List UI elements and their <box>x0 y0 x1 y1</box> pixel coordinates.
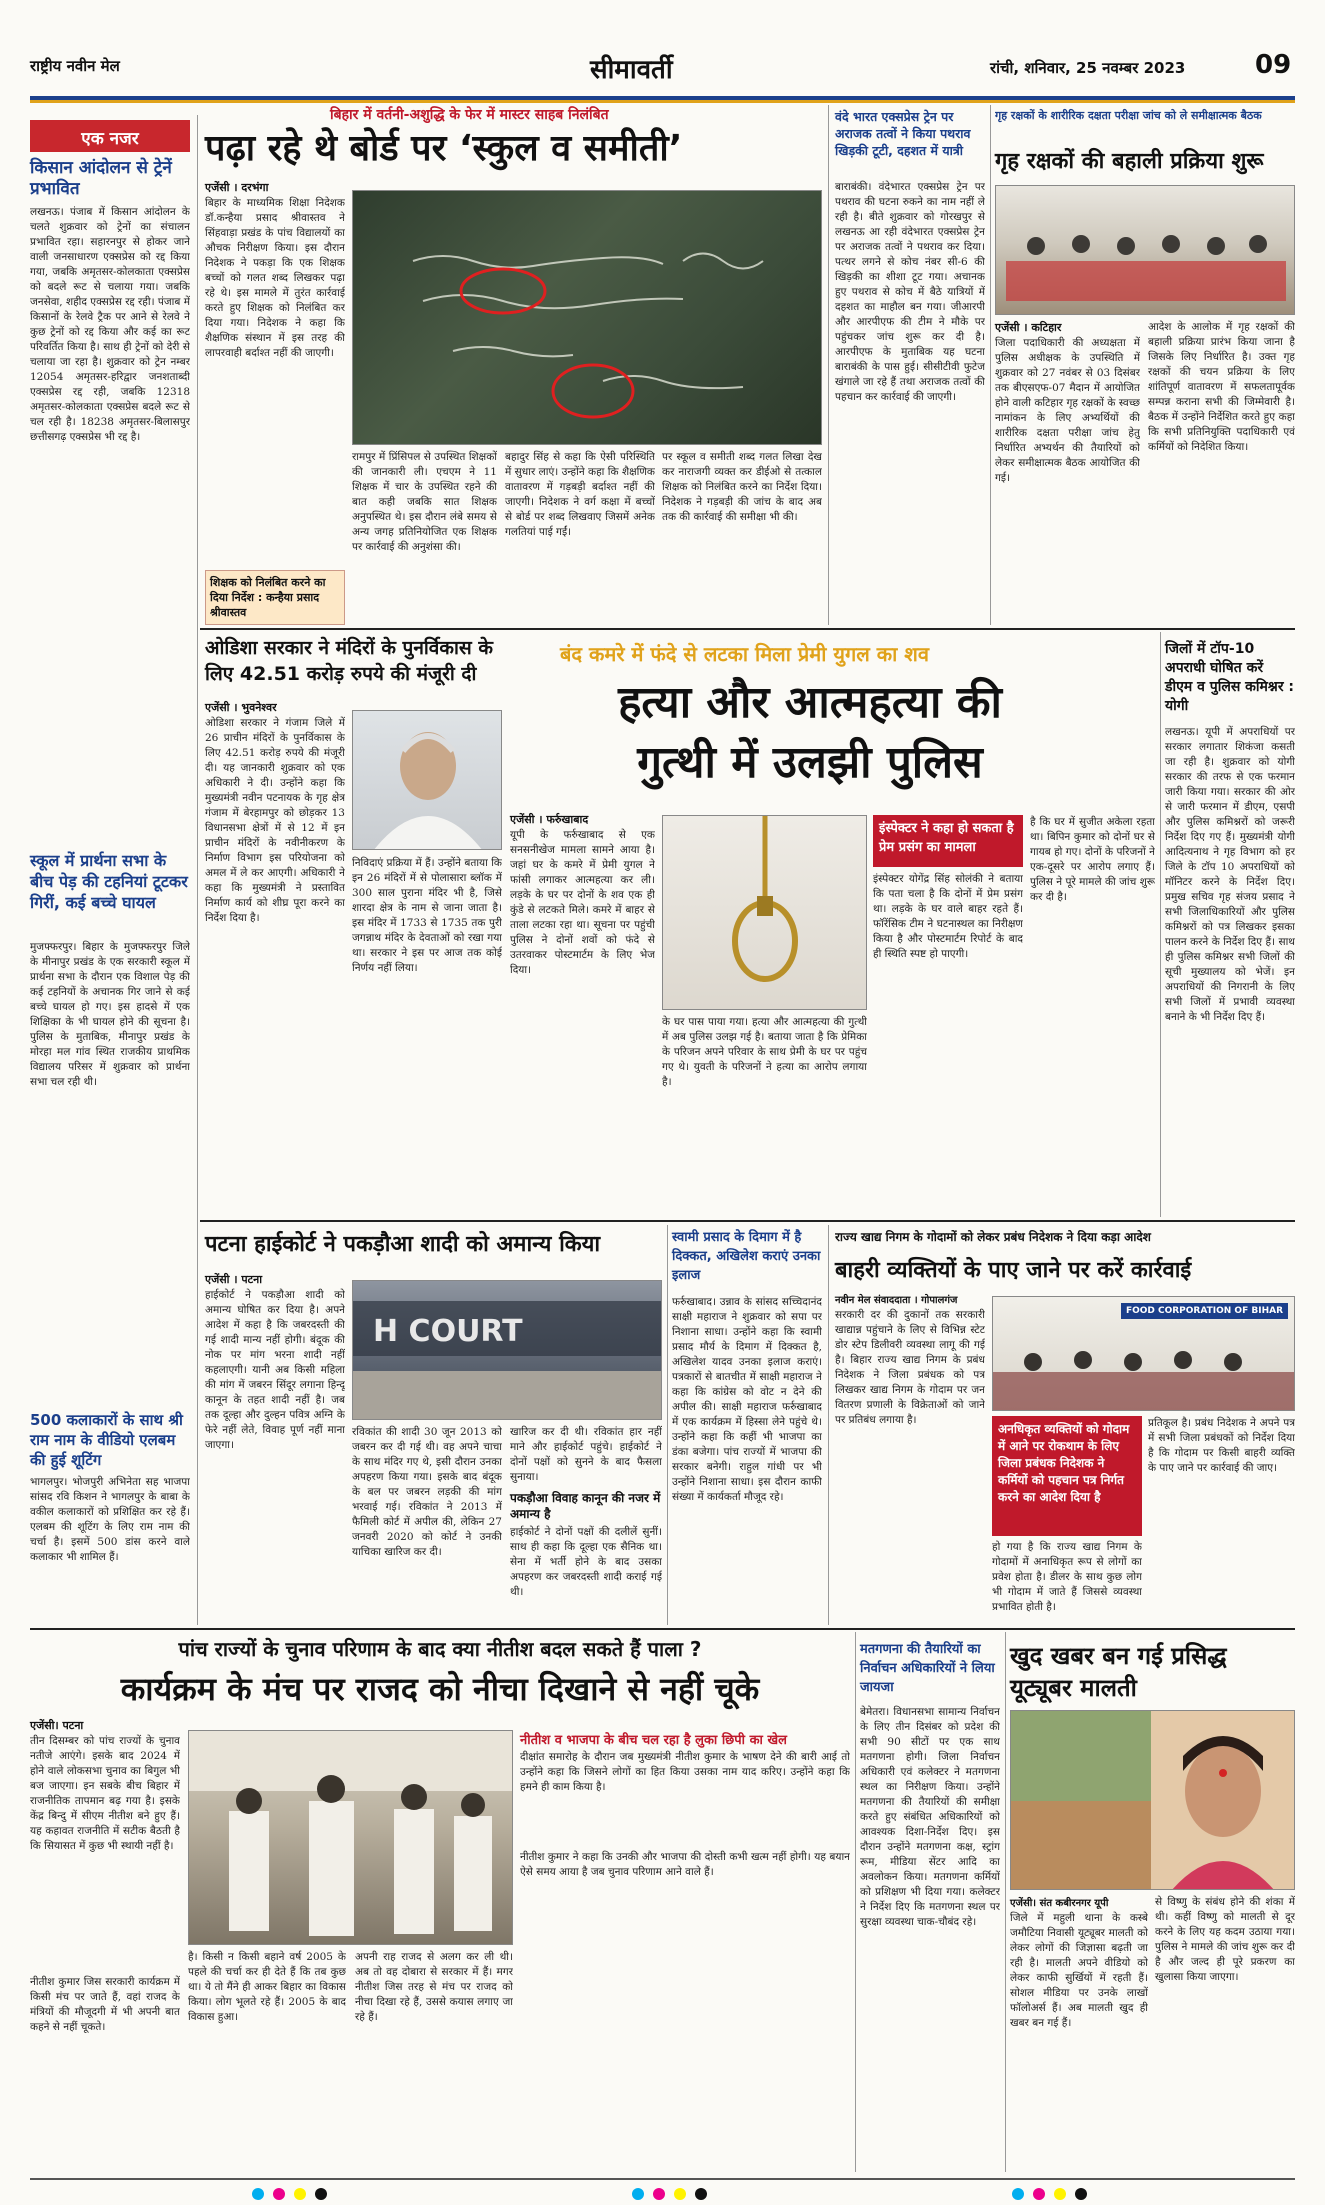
ek-nazar-label: एक नजर <box>30 120 190 152</box>
lovers-callout-text: इंस्पेक्टर ने कहा हो सकता है प्रेम प्रसंग का मामला <box>879 821 1014 855</box>
lead-info-box <box>205 570 345 625</box>
court-illustration <box>353 1281 662 1420</box>
lovers-col4: है कि घर में सुजीत अकेला रहता था। बिपिन कुमार को दोनों घर से गायब हो गए। दोनों के परिजनों ने एक-दूसरे पर आरोप लगाए हैं। पुलिस ने पूरे मामले की जांच शुरू कर दी है। <box>1030 816 1155 903</box>
food-banner-text: FOOD CORPORATION OF BIHAR <box>1121 1303 1288 1319</box>
swami-body: फर्रुखाबाद। उन्नाव के सांसद सच्चिदानंद साक्षी महाराज ने शुक्रवार को सपा पर निशाना साधा। उन्होंने कहा कि स्वामी प्रसाद मौर्य के दिमाग में दिक्कत है, अखिलेश यादव उनका इलाज कराएं। पत्रकारों से बातचीत में साक्षी महाराज ने कहा कि कांग्रेस को वोट न देने की अपील की। साक्षी महाराज फर्रुखाबाद में एक कार्यक्रम में हिस्सा लेने पहुंचे थे। उन्होंने कहा कि कहीं भी भाजपा का डंका बजेगा। पांच राज्यों में भाजपा की सरकार बनेगी। राहुल गांधी पर भी उन्होंने निशाना साधा। इस दौरान काफी संख्या में कार्यकर्ता मौजूद रहे। <box>672 1296 822 1503</box>
vande-headline: वंदे भारत एक्सप्रेस ट्रेन पर अराजक तत्वों ने किया पथराव खिड़की टूटी, दहशत में यात्री <box>835 109 971 158</box>
odisha-cm-portrait <box>352 710 502 850</box>
noose-illustration <box>663 816 867 1010</box>
yellow-dot <box>294 2188 306 2200</box>
blackboard-chalk-illustration <box>353 191 822 445</box>
lead-col2: रामपुर में प्रिंसिपल से उपस्थित शिक्षकों की जानकारी ली। एचएम ने 11 शिक्षक में चार के उपस्थित रहने की बात कही जबकि सात शिक्षक अनुपस्थित थे। इस दौरान लंबे समय से अन्य जगह प्रतिनियोजित एक शिक्षक पर कार्रवाई की अनुशंसा की। <box>352 451 497 553</box>
noose-photo <box>662 815 867 1010</box>
food-headline: बाहरी व्यक्तियों के पाए जाने पर करें कार्रवाई <box>835 1258 1192 1283</box>
food-callout <box>992 1416 1142 1536</box>
top10-body: लखनऊ। यूपी में अपराधियों पर सरकार लगातार शिकंजा कसती जा रही है। शुक्रवार को योगी सरकार की तरफ से एक फरमान जारी किया गया। सरकार की ओर से जारी फरमान में डीएम, एसपी और पुलिस कमिश्नरों को जरूरी निर्देश दिए गए हैं। मुख्यमंत्री योगी आदित्यनाथ ने गृह विभाग को हर जिले के टॉप 10 अपराधियों को मॉनिटर करने के निर्देश दिए। प्रमुख सचिव गृह संजय प्रसाद ने सभी जिलाधिकारियों और पुलिस कमिश्नरों को पत्र लिखकर इसका पालन करने के निर्देश दिए हैं। साथ ही पुलिस कमिश्नर सभी जिलों की सूची मुख्यालय को भेजें। इन अपराधियों की निगरानी के लिए सभी जिलों में प्रभावी व्यवस्था बनाने के भी निर्देश दिए हैं। <box>1165 726 1295 1023</box>
vande-body: बाराबंकी। वंदेभारत एक्सप्रेस ट्रेन पर पथराव की घटना रुकने का नाम नहीं ले रही है। बीते शुक्रवार को गोरखपुर से लखनऊ आ रही वंदेभारत एक्सप्रेस ट्रेन पर अराजक तत्वों ने पथराव कर दिया। पत्थर लगने से कोच नंबर सी-6 की खिड़की का शीशा टूट गया। अचानक हुए पथराव से कोच में बैठे यात्रियों में दहशत का माहौल बन गया। जीआरपी और आरपीएफ की टीम ने मौके पर पहुंचकर जांच शुरू कर दी है। आरपीएफ के मुताबिक यह घटना बाराबंकी के पास हुई। सीसीटीवी फुटेज खंगाले जा रहे हैं तथा अराजक तत्वों की पहचान कर कार्रवाई की जाएगी। <box>835 181 985 403</box>
page-number: 09 <box>1255 50 1292 80</box>
rjd-col5: नीतीश कुमार ने कहा कि उनकी और भाजपा की दोस्ती कभी खत्म नहीं होगी। यह बयान ऐसे समय आया है जब चुनाव परिणाम आने वाले हैं। <box>520 1851 850 1878</box>
rjd-headline: कार्यक्रम के मंच पर राजद को नीचा दिखाने से नहीं चूके <box>120 1670 760 1708</box>
rjd-col4: दीक्षांत समारोह के दौरान जब मुख्यमंत्री नीतीश कुमार के भाषण देने की बारी आई तो उन्होंने कहा कि जिसने लोगों का हित किया उसका नाम याद करिए। उन्होंने कहा कि हमने ही काम किया है। <box>520 1751 850 1793</box>
rjd-col1b: नीतीश कुमार जिस सरकारी कार्यक्रम में किसी मंच पर जाते हैं, वहां राजद के मंत्रियों की मौजूदगी में भी अपनी बात कहने से नहीं चूकते। <box>30 1976 180 2033</box>
food-callout-text: अनधिकृत व्यक्तियों को गोदाम में आने पर रोकथाम के लिए जिला प्रबंधक निदेशक ने कर्मियों को पहचान पत्र निर्गत करने का आदेश दिया है <box>998 1422 1130 1504</box>
rjd-col2: है। किसी न किसी बहाने वर्ष 2005 के पहले की चर्चा कर ही देते हैं कि तब कुछ था। ये तो मैंने ही आकर बिहार का विकास किया। लोग भूलते रहे हैं। 2005 के बाद विकास हुआ। <box>188 1951 346 2023</box>
portrait-illustration <box>353 711 502 850</box>
lovers-byline: एजेंसी । फर्रुखाबाद <box>510 813 589 826</box>
swami-headline: स्वामी प्रसाद के दिमाग में है दिक्कत, अखिलेश कराएं उनका इलाज <box>672 1230 821 1283</box>
lovers-kicker: बंद कमरे में फंदे से लटका मिला प्रेमी युगल का शव <box>560 642 929 666</box>
rjd-col1: तीन दिसम्बर को पांच राज्यों के चुनाव नतीजे आएंगे। इसके बाद 2024 में होने वाले लोकसभा चुनाव का बिगुल भी बज जाएगा। इन सबके बीच बिहार में राजनीतिक तापमान बढ़ गया है। इसके केंद्र बिन्दु में सीएम नीतीश बने हुए हैं। यह कहावत राजनीति में सटीक बैठती है कि सियासत में कुछ भी स्थायी नहीं है। <box>30 1735 180 1852</box>
lovers-headline-1: हत्या और आत्महत्या की <box>618 677 1002 728</box>
yellow-dot <box>1054 2188 1066 2200</box>
youtuber-body: जिले में महुली थाना के कस्बे जमौटिया निवासी यूट्यूबर मालती को लेकर लोगों की जिज्ञासा बढ़ती जा रही है। मालती अपने वीडियो को लेकर काफी सुर्खियों में रहती हैं। सोशल मीडिया पर उनके लाखों फॉलोअर्स हैं। अब मालती खुद ही खबर बन गई हैं। <box>1010 1912 1148 2029</box>
ek-nazar-item2-body: मुजफ्फरपुर। बिहार के मुजफ्फरपुर जिले के मीनापुर प्रखंड के एक सरकारी स्कूल में प्रार्थना सभा के दौरान एक विशाल पेड़ की कई टहनियों के अचानक गिर जाने से कई बच्चे घायल हो गए। इस हादसे में एक शिक्षिका के भी घायल होने की सूचना है। पुलिस के मुताबिक, मीनापुर प्रखंड के मोरहा मल गांव स्थित राजकीय प्राथमिक विद्यालय परिसर में शुक्रवार को प्रार्थना सभा चल रही थी। <box>30 941 190 1088</box>
homeguard-byline: एजेंसी । कटिहार <box>995 321 1062 334</box>
youtuber-divider <box>1005 1632 1006 2172</box>
lovers-headline-2: गुत्थी में उलझी पुलिस <box>637 737 983 788</box>
youtuber-photo-collage <box>1010 1710 1295 1890</box>
patna-col3: खारिज कर दी थी। रविकांत हार नहीं माने और हाईकोर्ट पहुंचे। हाईकोर्ट ने दोनों पक्षों को सुनने के बाद फैसला सुनाया। <box>510 1426 662 1483</box>
masthead-rule-orange <box>30 100 1295 103</box>
youtuber-headline: खुद खबर बन गई प्रसिद्ध यूट्यूबर मालती <box>1010 1642 1227 1702</box>
event-illustration <box>189 1731 513 1945</box>
food-col2: प्रतिकूल है। प्रबंध निदेशक ने अपने पत्र में सभी जिला प्रबंधकों को निर्देश दिया है कि गोदाम पर किसी बाहरी व्यक्ति के पाए जाने पर कार्रवाई की जाए। <box>1148 1417 1295 1474</box>
lovers-callout <box>873 815 1023 867</box>
food-col1: सरकारी दर की दुकानों तक सरकारी खाद्यान्न पहुंचाने के लिए से विभिन्न स्टेट डोर स्टेप डिलीवरी व्यवस्था लागू की गई है। बिहार राज्य खाद्य निगम के प्रबंध निदेशक ने जिला प्रबंधक को पत्र लिखकर खाद्य निगम के गोदाम पर जन वितरण प्रणाली के विक्रेताओं को जाने पर प्रतिबंध लगाया है। <box>835 1309 985 1426</box>
ek-nazar-item3-title: 500 कलाकारों के साथ श्री राम नाम के वीडियो एलबम की हुई शूटिंग <box>30 1411 183 1469</box>
lovers-col2: के घर पास पाया गया। हत्या और आत्महत्या की गुत्थी में अब पुलिस उलझ गई है। बताया जाता है कि प्रेमिका के परिजन अपने परिवार के साथ प्रेमी के घर पर पहुंच गए थे। युवती के परिजनों ने हत्या का आरोप लगाया है। <box>662 1016 867 1088</box>
ek-nazar-item3-body: भागलपुर। भोजपुरी अभिनेता सह भाजपा सांसद रवि किशन ने भागलपुर के बाबा के वकील कलाकारों को प्रशिक्षित कर रहे हैं। एलबम की शूटिंग के लिए राम नाम की चर्चा है। इसमें 500 डांस करने वाले कलाकार भी शामिल हैं। <box>30 1476 190 1563</box>
footer-rule <box>30 2178 1295 2180</box>
lead-headline: पढ़ा रहे थे बोर्ड पर ‘स्कुल व समीती’ <box>205 128 683 169</box>
swami-divider <box>667 1225 668 1625</box>
lovers-col1: यूपी के फर्रुखाबाद से एक सनसनीखेज मामला सामने आया है। जहां घर के कमरे में प्रेमी युगल ने फांसी लगाकर आत्महत्या कर ली। लड़के के घर पर दोनों के शव एक ही कुंडे से लटकते मिले। कमरे में बाहर से ताला लटका रहा था। सूचना पर पहुंची पुलिस ने दोनों शवों को फंदे से उतरवाकर पोस्टमार्टम के लिए भेज दिया। <box>510 829 655 976</box>
food-meeting-photo <box>992 1296 1295 1411</box>
odisha-col1: ओडिशा सरकार ने गंजाम जिले में 26 प्राचीन मंदिरों के पुनर्विकास के लिए 42.51 करोड़ रुपये की मंजूरी दी। यह जानकारी शुक्रवार को एक अधिकारी ने दी। उन्होंने कहा कि मुख्यमंत्री नवीन पटनायक के गृह क्षेत्र गंजाम में बेरहामपुर को छोड़कर 13 विधानसभा क्षेत्रों में से 12 में इन प्राचीन मंदिरों के नवीनीकरण के निर्माण विभाग इस परियोजना को अमल में ले कर आएगी। अधिकारी ने कहा कि मुख्यमंत्री ने प्रस्तावित निर्माण कार्य को शीघ्र पूरा करने का निर्देश दिया है। <box>205 717 345 924</box>
patna-col3b: हाईकोर्ट ने दोनों पक्षों की दलीलें सुनीं। साथ ही कहा कि दूल्हा एक सैनिक था। सेना में भर्ती होने के बाद उसका अपहरण कर जबरदस्ती शादी कराई गई थी। <box>510 1526 662 1598</box>
black-dot <box>315 2188 327 2200</box>
lead-info-box-text: शिक्षक को निलंबित करने का दिया निर्देश : कन्हैया प्रसाद श्रीवास्तव <box>210 576 326 619</box>
left-column-divider <box>197 115 198 1625</box>
ek-nazar-item2-title: स्कूल में प्रार्थना सभा के बीच पेड़ की टहनियां टूटकर गिरीं, कई बच्चे घायल <box>30 851 188 912</box>
voting-body: बेमेतरा। विधानसभा सामान्य निर्वाचन के लिए तीन दिसंबर को प्रदेश की सभी 90 सीटों पर एक साथ मतगणना होगी। जिला निर्वाचन अधिकारी एवं कलेक्टर ने मतगणना स्थल का निरीक्षण किया। उन्होंने मतगणना की तैयारियों की समीक्षा करते हुए संबंधित अधिकारियों को आवश्यक दिशा-निर्देश दिए। इस दौरान उन्होंने मतगणना कक्ष, स्ट्रांग रूम, मीडिया सेंटर आदि का अवलोकन किया। मतगणना कर्मियों को प्रशिक्षण भी दिया गया। कलेक्टर ने निर्देश दिए कि मतगणना स्थल पर सुरक्षा व्यवस्था चाक-चौबंद रहे। <box>860 1706 1000 1928</box>
food-divider <box>828 1225 829 1625</box>
patna-subhead: पकड़ौआ विवाह कानून की नजर में अमान्य है <box>510 1491 661 1521</box>
svg-text:H COURT: H COURT <box>373 1314 523 1349</box>
patna-col2: रविकांत की शादी 30 जून 2013 को जबरन कर दी गई थी। वह अपने चाचा के साथ मंदिर गए थे, इसी दौरान उनका अपहरण किया गया। इसके बाद बंदूक के बल पर जबरन लड़की की मांग भरवाई गई। रविकांत ने 2013 में फैमिली कोर्ट में अपील की, लेकिन 27 जनवरी 2020 को कोर्ट ने उनकी याचिका खारिज कर दी। <box>352 1426 502 1558</box>
homeguard-col1: जिला पदाधिकारी की अध्यक्षता में पुलिस अधीक्षक के उपस्थिति में शुक्रवार को 27 नवंबर से 03 दिसंबर तक बीएसएफ-07 मैदान में आयोजित होने वाली कटिहार गृह रक्षकों के स्वच्छ नामांकन के लिए अभ्यर्थियों की शारीरिक दक्षता परीक्षा जांच हेतु निर्धारित अभ्यर्थन की तैयारियों को लेकर समीक्षात्मक बैठक आयोजित की गई। <box>995 337 1140 484</box>
cyan-dot <box>632 2188 644 2200</box>
magenta-dot <box>653 2188 665 2200</box>
rjd-kicker: पांच राज्यों के चुनाव परिणाम के बाद क्या नीतीश बदल सकते हैं पाला ? <box>178 1637 702 1661</box>
nitish-event-photo <box>188 1730 513 1945</box>
masthead <box>30 50 1295 90</box>
lead-kicker: बिहार में वर्तनी-अशुद्धि के फेर में मास्टर साहब निलंबित <box>330 107 609 123</box>
brand-logo: राष्ट्रीय नवीन मेल <box>30 57 120 75</box>
top10-divider <box>1160 632 1161 1217</box>
rjd-callout: नीतीश व भाजपा के बीच चल रहा है लुका छिपी का खेल <box>520 1733 787 1748</box>
magenta-dot <box>273 2188 285 2200</box>
youtuber-body2: से विष्णु के संबंध होने की शंका में थी। कहीं विष्णु को मालती से दूर करने के लिए यह कदम उठाया गया। पुलिस ने मामले की जांच शुरू कर दी है और जल्द ही पूरे प्रकरण का खुलासा किया जाएगा। <box>1155 1896 1295 1983</box>
patna-court-photo <box>352 1280 662 1420</box>
lead-col3: बहादुर सिंह से कहा कि ऐसी परिस्थिति में सुधार लाएं। उन्होंने कहा कि शैक्षणिक वातावरण में गड़बड़ी बर्दाश्त नहीं की जाएगी। निदेशक ने वर्ग कक्षा में बच्चों से बोर्ड पर शब्द लिखवाए जिसमें अनेक गलतियां पाई गईं। <box>505 451 655 538</box>
lead-col4: पर स्कूल व समीती शब्द गलत लिखा देख कर नाराजगी व्यक्त कर डीईओ से तत्काल शिक्षक को निलंबित करने का निर्देश दिया। निदेशक ने गड़बड़ी की जांच के बाद अब तक की कार्रवाई की समीक्षा भी की। <box>662 451 822 523</box>
food-kicker: राज्य खाद्य निगम के गोदामों को लेकर प्रबंध निदेशक ने दिया कड़ा आदेश <box>835 1230 1151 1244</box>
lovers-col3: इंस्पेक्टर योगेंद्र सिंह सोलंकी ने बताया कि पता चला है कि दोनों में प्रेम प्रसंग था। लड़के के घर वाले बाहर रहते हैं। फॉरेंसिक टीम ने घटनास्थल का निरीक्षण किया है और पोस्टमार्टम रिपोर्ट के बाद ही स्थिति स्पष्ट हो पाएगी। <box>873 873 1023 960</box>
homeguard-meeting-photo <box>995 185 1295 315</box>
food-byline: नवीन मेल संवाददाता । गोपालगंज <box>835 1295 958 1306</box>
rjd-byline: एजेंसी। पटना <box>30 1719 84 1732</box>
black-dot <box>1075 2188 1087 2200</box>
cmyk-marks-right <box>1010 2185 1089 2204</box>
vande-divider <box>828 105 829 625</box>
food-col3: हो गया है कि राज्य खाद्य निगम के गोदामों में अनाधिकृत रूप से लोगों का प्रवेश होता है। डीलर के साथ कुछ लोग भी गोदाम में जाते हैं जिससे व्यवस्था प्रभावित होती है। <box>992 1541 1142 1613</box>
section-title: सीमावर्ती <box>590 55 673 85</box>
cmyk-marks-left <box>250 2185 329 2204</box>
ek-nazar-item1-body: लखनऊ। पंजाब में किसान आंदोलन के चलते शुक्रवार को ट्रेनों का संचालन प्रभावित रहा। सहारनपुर से होकर जाने वाली जनसाधारण एक्सप्रेस को रद्द किया गया, जबकि अमृतसर-कोलकाता एक्सप्रेस को बदले रूट से चलाया गया। जबकि जनसेवा, शहीद एक्सप्रेस रद्द रही। पंजाब में किसानों के रेलवे ट्रैक पर आने से रेलवे ने कुछ ट्रेनों को रद्द किया और कई का रूट परिवर्तित किया है। साथ ही ट्रेनों को देरी से चलाया जा रहा है। शुक्रवार को ट्रेन नम्बर 12054 अमृतसर-हरिद्वार जनशताब्दी एक्सप्रेस रद्द रही, जबकि 12318 अमृतसर-कोलकाता एक्सप्रेस बदले रूट से चल रही है। 18238 अमृतसर-बिलासपुर छत्तीसगढ़ एक्सप्रेस भी रद्द है। <box>30 206 190 443</box>
patna-col1: हाईकोर्ट ने पकड़ौआ शादी को अमान्य घोषित कर दिया है। अपने आदेश में कहा है कि जबरदस्ती की गई शादी मान्य नहीं होगी। बंदूक की नोक पर मांग भरना शादी नहीं कहलाएगी। यानी अब किसी महिला की मांग में जबरन सिंदूर लगाना हिन्दू कानून के तहत शादी नहीं है। जब तक दूल्हा और दुल्हन पवित्र अग्नि के फेरे नहीं लेते, विवाह पूर्ण नहीं माना जाएगा। <box>205 1289 345 1451</box>
blackboard-photo <box>352 190 822 445</box>
youtuber-illustration <box>1011 1711 1295 1890</box>
patna-headline: पटना हाईकोर्ट ने पकड़ौआ शादी को अमान्य किया <box>205 1232 601 1257</box>
cyan-dot <box>252 2188 264 2200</box>
youtuber-byline: एजेंसी। संत कबीरनगर यूपी <box>1010 1898 1109 1909</box>
ek-nazar-item1-title: किसान आंदोलन से ट्रेनें प्रभावित <box>30 158 172 199</box>
yellow-dot <box>674 2188 686 2200</box>
voting-headline: मतगणना की तैयारियों का निर्वाचन अधिकारियों ने लिया जायजा <box>860 1642 995 1695</box>
lead-col1: बिहार के माध्यमिक शिक्षा निदेशक डॉ.कन्हैया प्रसाद श्रीवास्तव ने सिंहवाड़ा प्रखंड के पांच विद्यालयों का औचक निरीक्षण किया। इस दौरान निदेशक ने पकड़ा कि एक शिक्षक बच्चों को गलत शब्द लिखकर पढ़ा रहे थे। इस मामले में तुरंत कार्रवाई करते हुए शिक्षक को निलंबित कर दिया गया। निदेशक ने कहा कि शैक्षणिक संस्थान में इस तरह की लापरवाही बर्दाश्त नहीं की जाएगी। <box>205 197 345 359</box>
odisha-byline: एजेंसी । भुवनेश्वर <box>205 701 277 714</box>
homeguard-kicker: गृह रक्षकों के शारीरिक दक्षता परीक्षा जांच को ले समीक्षात्मक बैठक <box>995 109 1262 122</box>
top10-headline: जिलों में टॉप-10 अपराधी घोषित करें डीएम व पुलिस कमिश्नर : योगी <box>1165 641 1295 714</box>
black-dot <box>695 2188 707 2200</box>
rjd-col3: अपनी राह राजद से अलग कर ली थी। अब तो वह दोबारा से सरकार में हैं। मगर नीतीश जिस तरह से मंच पर राजद को नीचा दिखा रहे हैं, उससे कयास लगाए जा रहे हैं। <box>355 1951 513 2023</box>
odisha-col2: निविदाएं प्रक्रिया में हैं। उन्होंने बताया कि इन 26 मंदिरों में से पोलासारा ब्लॉक में 300 साल पुराना मंदिर भी है, जिसे शारदा क्षेत्र के नाम से जाना जाता है। इस मंदिर में 1733 से 1735 तक पुरी जगन्नाथ मंदिर के देवताओं को रखा गया था। सरकार ने इस पर आज तक कोई निर्णय नहीं लिया। <box>352 857 502 974</box>
row1-bottom-rule <box>200 628 1295 630</box>
lead-byline: एजेंसी । दरभंगा <box>205 181 269 194</box>
magenta-dot <box>1033 2188 1045 2200</box>
cyan-dot <box>1012 2188 1024 2200</box>
homeguard-headline: गृह रक्षकों की बहाली प्रक्रिया शुरू <box>995 149 1264 174</box>
odisha-headline: ओडिशा सरकार ने मंदिरों के पुनर्विकास के लिए 42.51 करोड़ रुपये की मंजूरी दी <box>205 637 493 685</box>
voting-divider <box>855 1632 856 2172</box>
homeguard-col2: आदेश के आलोक में गृह रक्षकों की बहाली प्रक्रिया प्रारंभ किया जाना है जिसके लिए निर्धारित है। उक्त गृह रक्षकों की चयन प्रक्रिया के लिए शांतिपूर्ण वातावरण में सफलतापूर्वक सम्पन्न कराना सभी की जिम्मेवारी है। बैठक में उन्होंने निर्देशित करते हुए कहा कि सभी प्रतिनियुक्ति पदाधिकारी एवं कर्मियों को निदेशित किया। <box>1148 321 1295 453</box>
meeting-illustration <box>996 186 1295 315</box>
patna-byline: एजेंसी । पटना <box>205 1273 263 1286</box>
homeguard-divider <box>990 105 991 625</box>
cmyk-marks-center <box>630 2185 709 2204</box>
row2-bottom-rule <box>200 1220 1295 1222</box>
dateline: रांची, शनिवार, 25 नवम्बर 2023 <box>990 59 1186 77</box>
row3-bottom-rule <box>30 1628 1295 1630</box>
